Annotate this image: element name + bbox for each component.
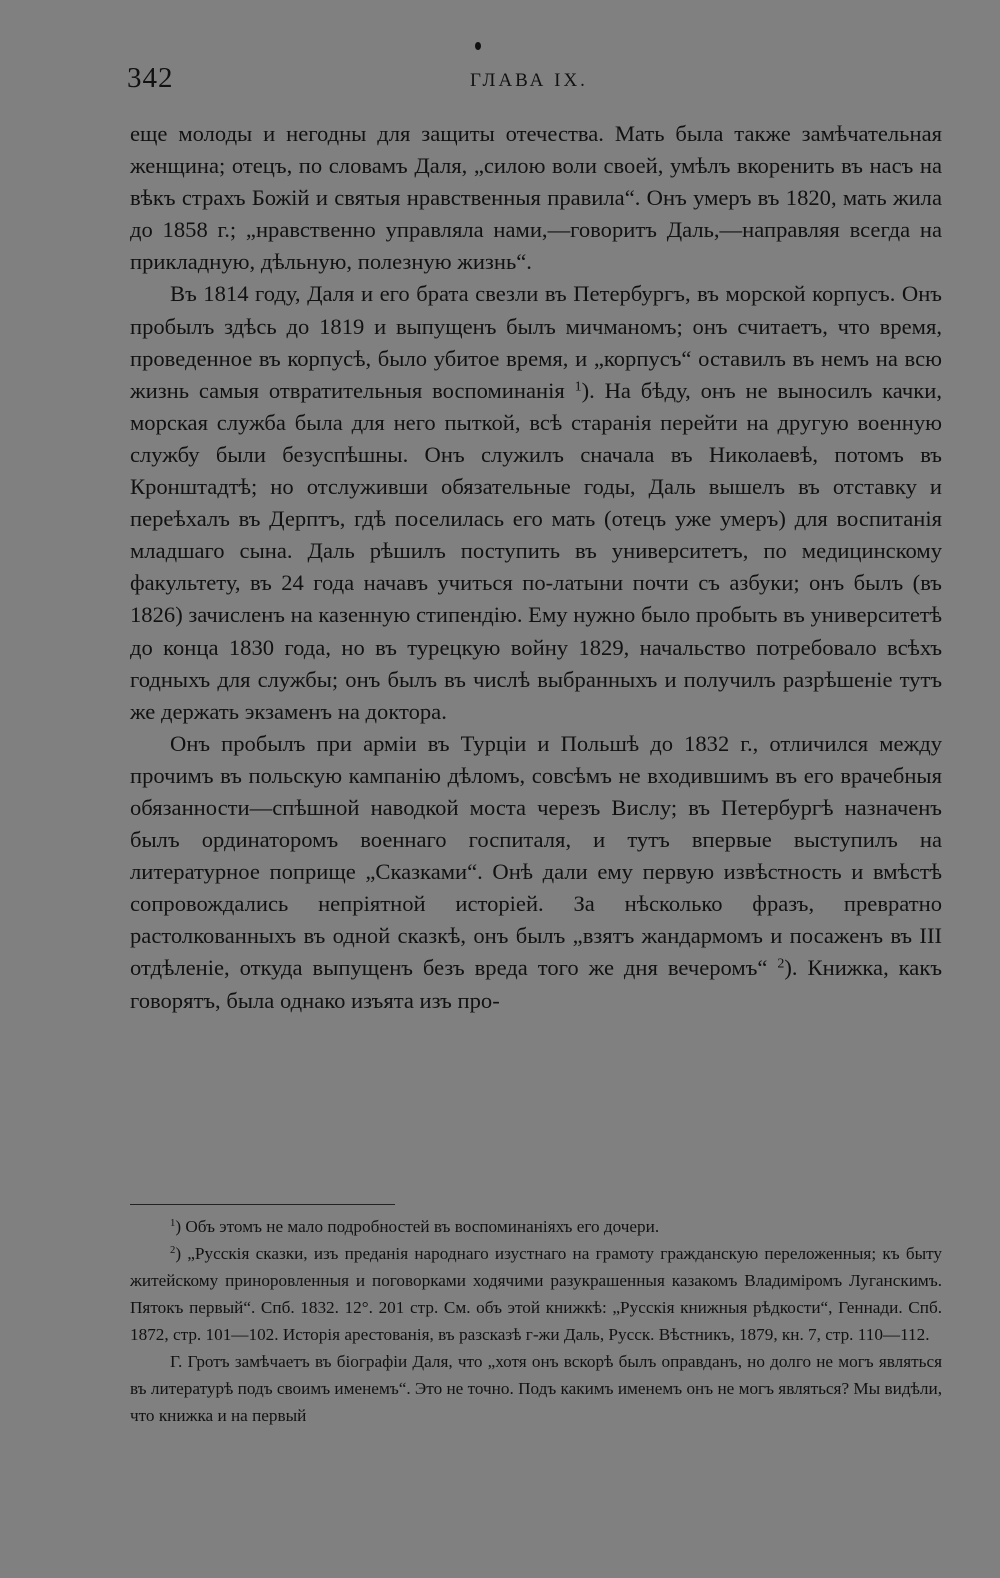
paragraph-1: еще молоды и негодны для защиты отечества. Мать была также замѣчательная женщина; отецъ, по словамъ Даля, „силою воли своей, умѣлъ вкоренить въ насъ на вѣкъ страхъ Божій и святыя нравственныя правила“. Онъ умеръ въ 1820, мать жила до 1858 г.; „нравственно управляла нами,—говоритъ Даль,—направляя всегда на прикладную, дѣльную, полезную жизнь“.	[130, 121, 942, 275]
page-header	[127, 62, 940, 102]
print-speck	[475, 42, 481, 50]
running-head: ГЛАВА IX.	[470, 70, 588, 91]
footnote-continuation: Г. Гротъ замѣчаетъ въ біографіи Даля, что „хотя онъ вскорѣ былъ оправданъ, но долго не могъ являться въ литературѣ подъ своимъ именемъ“. Это не точно. Подъ какимъ именемъ онъ не могъ являться? Мы видѣли, что книжка и на первый	[130, 1352, 942, 1425]
footnote-ref-2: 2	[777, 956, 785, 972]
paragraph-2: Въ 1814 году, Даля и его брата свезли въ Петербургъ, въ морской корпусъ. Онъ пробылъ здѣсь до 1819 и выпущенъ былъ мичманомъ; онъ считаетъ, что время, проведенное въ корпусѣ, было убитое время, и „корпусъ“ оставилъ въ немъ на всю жизнь самыя отвратительныя воспоминанія $^1$). На бѣду, онъ не выносилъ качки, морская служба была для него пыткой, всѣ старанія перейти на другую военную службу были безуспѣшны. Онъ служилъ сначала въ Николаевѣ, потомъ въ Кронштадтѣ; но отслуживши обязательные годы, Даль вышелъ въ отставку и переѣхалъ въ Дерптъ, гдѣ поселилась его мать (отецъ уже умеръ) для воспитанія младшаго сына. Даль рѣшилъ поступить въ университетъ, по медицинскому факультету, въ 24 года начавъ учиться по-латыни почти съ азбуки; онъ былъ (въ 1826) зачисленъ на казенную стипендію. Ему нужно было пробыть въ университетѣ до конца 1830 года, но въ турецкую войну 1829, начальство потребовало всѣхъ годныхъ для службы; онъ былъ въ числѣ выбранныхъ и получилъ разрѣшеніе тутъ же держать экзаменъ на доктора.	[130, 281, 942, 724]
footnote-ref-1: 1	[574, 379, 582, 395]
page-number: 342	[127, 62, 174, 94]
footnote-1: $^1$) Объ этомъ не мало подробностей въ воспоминаніяхъ его дочери.	[170, 1217, 660, 1236]
footnote-separator	[130, 1204, 395, 1205]
main-text	[130, 118, 942, 1017]
footnotes	[130, 1213, 942, 1429]
paragraph-3: Онъ пробылъ при арміи въ Турціи и Польшѣ до 1832 г., отличился между прочимъ въ польскую кампанію дѣломъ, совсѣмъ не входившимъ въ его врачебныя обязанности—спѣшной наводкой моста черезъ Вислу; въ Петербургѣ назначенъ былъ ординаторомъ военнаго госпиталя, и тутъ впервые выступилъ на литературное поприще „Сказками“. Онѣ дали ему первую извѣстность и вмѣстѣ сопровождались непріятной исторіей. За нѣсколько фразъ, превратно растолкованныхъ въ одной сказкѣ, онъ былъ „взятъ жандармомъ и посаженъ въ III отдѣленіе, откуда выпущенъ безъ вреда того же дня вечеромъ“ $^2$). Книжка, какъ говорятъ, была однако изъята изъ про-	[130, 730, 942, 1013]
footnote-2: $^2$) „Русскія сказки, изъ преданія народнаго изустнаго на грамоту гражданскую переложенныя; къ быту житейскому приноровленныя и поговорками ходячими разукрашенныя казакомъ Владиміромъ Луганскимъ. Пятокъ первый“. Спб. 1832. 12°. 201 стр. См. объ этой книжкѣ: „Русскія книжныя рѣдкости“, Геннади. Спб. 1872, стр. 101—102. Исторія арестованія, въ разсказѣ г-жи Даль, Русск. Вѣстникъ, 1879, кн. 7, стр. 110—112.	[130, 1244, 942, 1344]
